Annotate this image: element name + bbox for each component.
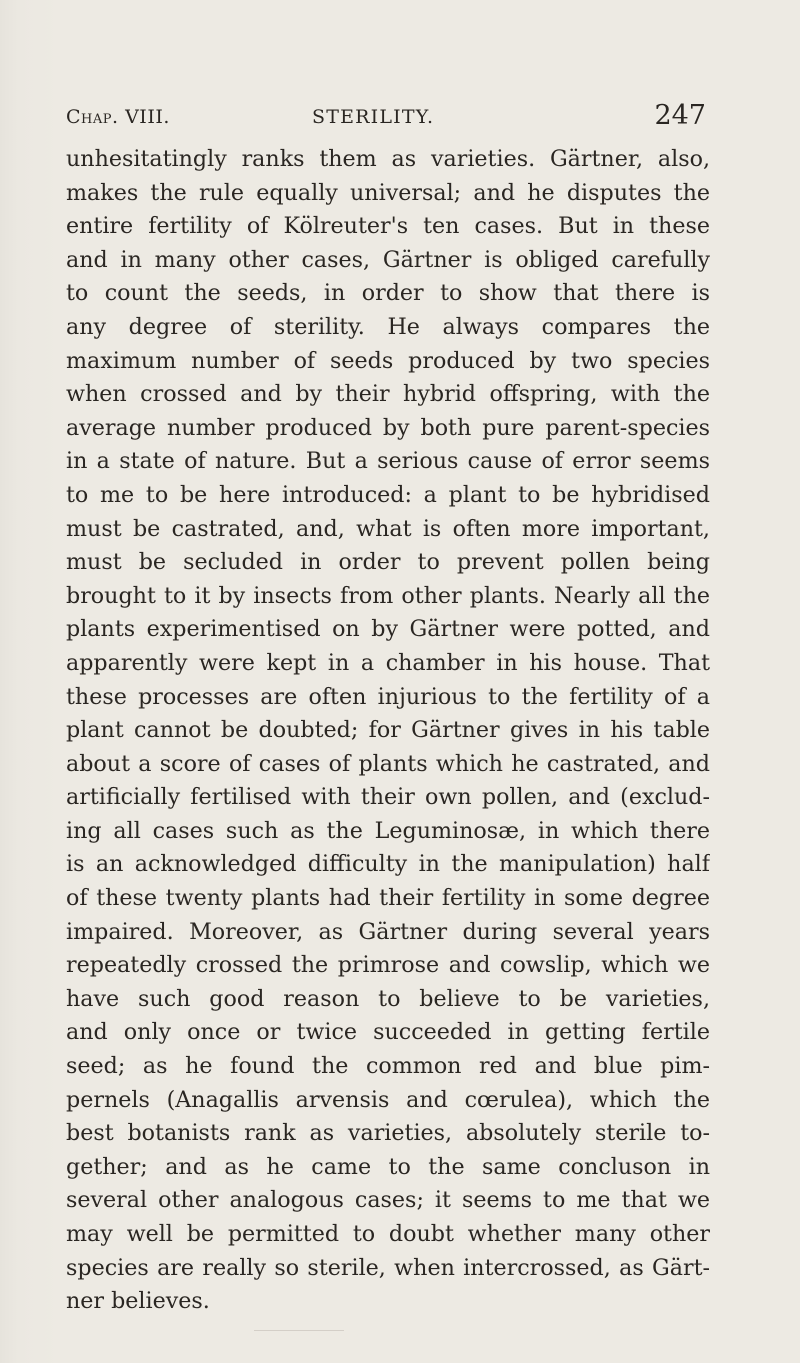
text-line: have such good reason to believe to be varieties,	[66, 985, 710, 1012]
text-line: best botanists rank as varieties, absolutely sterile to-	[66, 1120, 710, 1147]
text-line: maximum number of seeds produced by two species	[66, 347, 710, 374]
running-header	[66, 100, 706, 134]
text-line: these processes are often injurious to the fertility of a	[66, 683, 710, 710]
text-line: impaired. Moreover, as Gärtner during several years	[66, 918, 710, 945]
text-line: species are really so sterile, when intercrossed, as Gärt-	[66, 1254, 710, 1281]
text-line: and in many other cases, Gärtner is obliged carefully	[66, 246, 710, 273]
text-line: in a state of nature. But a serious cause of error seems	[66, 448, 710, 475]
text-line: entire fertility of Kölreuter's ten cases. But in these	[66, 213, 710, 240]
chapter-label: Chap. VIII.	[66, 106, 170, 128]
text-line: artificially fertilised with their own pollen, and (exclud-	[66, 784, 710, 811]
text-line: plant cannot be doubted; for Gärtner gives in his table	[66, 717, 710, 744]
text-line: apparently were kept in a chamber in his house. That	[66, 649, 710, 676]
text-line: repeatedly crossed the primrose and cowslip, which we	[66, 952, 710, 979]
text-line: is an acknowledged difficulty in the manipulation) half	[66, 851, 710, 878]
text-line: pernels (Anagallis arvensis and cœrulea), which the	[66, 1086, 710, 1113]
text-line: makes the rule equally universal; and he disputes the	[66, 179, 710, 206]
text-line: must be castrated, and, what is often more important,	[66, 515, 710, 542]
text-line: seed; as he found the common red and blue pim-	[66, 1053, 710, 1080]
text-line: when crossed and by their hybrid offspring, with the	[66, 381, 710, 408]
text-line: any degree of sterility. He always compares the	[66, 313, 710, 340]
text-line: to count the seeds, in order to show that there is	[66, 280, 710, 307]
text-line: ner believes.	[66, 1288, 210, 1315]
text-line: unhesitatingly ranks them as varieties. Gärtner, also,	[66, 146, 710, 172]
text-line: of these twenty plants had their fertility in some degree	[66, 885, 710, 912]
text-line: ing all cases such as the Leguminosæ, in which there	[66, 817, 710, 844]
body-text	[66, 143, 710, 1319]
text-line: plants experimentised on by Gärtner were potted, and	[66, 616, 710, 643]
running-title: STERILITY.	[312, 106, 435, 128]
text-line: and only once or twice succeeded in getting fertile	[66, 1019, 710, 1046]
text-line: about a score of cases of plants which he castrated, and	[66, 750, 710, 777]
page-number: 247	[654, 100, 706, 131]
text-line: must be secluded in order to prevent pollen being	[66, 549, 710, 576]
text-line: gether; and as he came to the same concluson in	[66, 1153, 710, 1180]
text-line: average number produced by both pure parent-species	[66, 414, 710, 441]
text-line: to me to be here introduced: a plant to be hybridised	[66, 481, 710, 508]
page-smudge	[254, 1330, 344, 1331]
text-line: several other analogous cases; it seems to me that we	[66, 1187, 710, 1214]
text-line: may well be permitted to doubt whether many other	[66, 1221, 710, 1247]
text-line: brought to it by insects from other plants. Nearly all the	[66, 582, 710, 609]
